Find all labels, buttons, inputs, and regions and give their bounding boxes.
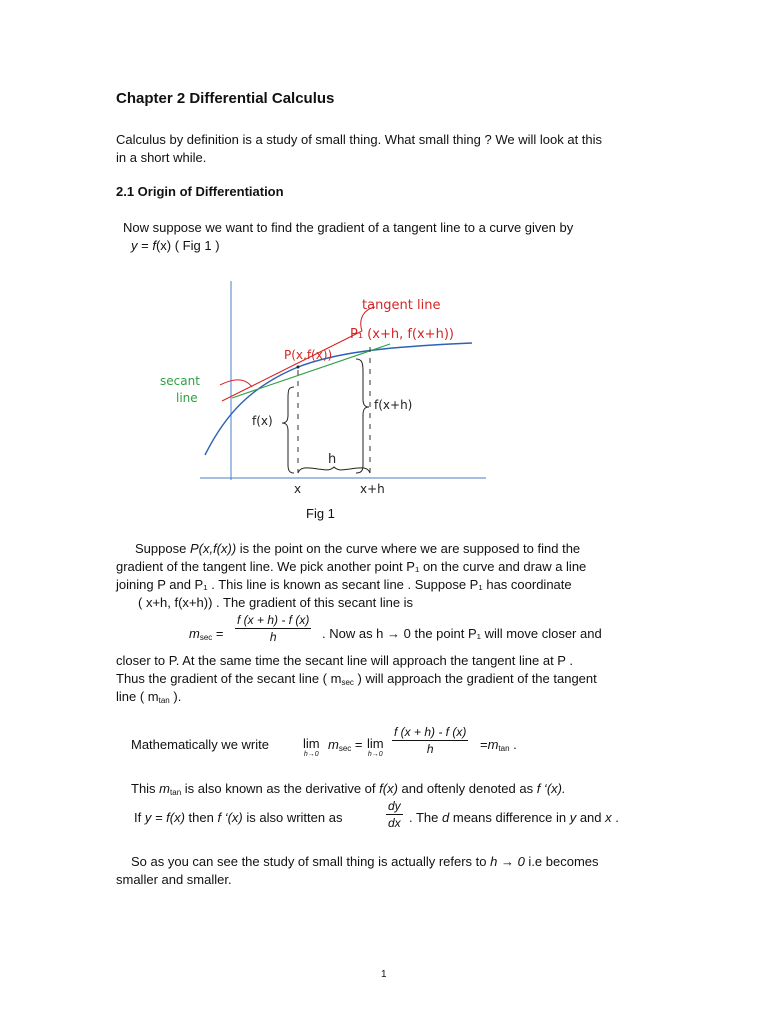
f-prime: f ‘(x) — [217, 810, 243, 825]
figure-1 — [150, 275, 495, 497]
point-p — [297, 366, 300, 369]
h-to-zero: h → 0 — [490, 854, 525, 869]
m-var: m — [189, 626, 200, 641]
para2-line-1 — [135, 540, 580, 558]
text-run: Thus the gradient of the secant line ( m — [116, 671, 342, 686]
arg-x: (x) — [155, 238, 172, 253]
lim-2 — [367, 737, 384, 759]
text-run: Suppose — [135, 541, 190, 556]
lim-sub: h→0 — [303, 751, 319, 758]
text-run: is also written as — [242, 810, 343, 825]
y-equals-fx: y = f(x) — [144, 810, 185, 825]
equals: = — [480, 737, 488, 752]
sec-sub: sec — [341, 678, 354, 687]
label-secant: secant — [160, 374, 200, 388]
fraction-numerator: f (x + h) - f (x) — [237, 613, 310, 627]
para1-line-1: Now suppose we want to find the gradient of a tangent line to a curve given by — [123, 220, 574, 235]
text-run: i.e becomes — [524, 854, 599, 869]
equals: = — [354, 737, 363, 752]
text-run: line ( m — [116, 689, 159, 704]
tan-sub: tan — [170, 788, 182, 797]
f-of-x: f(x) — [379, 781, 398, 796]
tan-sub: tan — [158, 696, 170, 705]
brace-fx — [282, 387, 294, 473]
derivative-line-2b — [409, 809, 619, 827]
y-var: y — [569, 810, 577, 825]
conclusion-line-2: smaller and smaller. — [116, 872, 232, 887]
label-line: line — [176, 391, 198, 405]
var-y: y — [131, 238, 138, 253]
label-tangent: tangent line — [362, 298, 441, 313]
x-var: x — [605, 810, 612, 825]
equals-text: = — [137, 238, 153, 253]
intro-line-1: Calculus by definition is a study of small thing. What small thing ? We will look at this — [116, 132, 603, 147]
text-run: means difference in — [449, 810, 570, 825]
text-run: is the point on the curve where we are supposed to find the — [236, 541, 581, 556]
sec-sub: sec — [199, 633, 213, 642]
brace-fxh — [356, 359, 369, 473]
para2-line-3: joining P and P₁ . This line is known as secant line . Suppose P₁ has coordinate — [116, 577, 572, 592]
para2-line-6: closer to P. At the same time the secant line will approach the tangent line at P . — [116, 653, 573, 668]
page-number: 1 — [381, 969, 387, 980]
label-p: P(x,f(x)) — [284, 348, 333, 362]
para2-after-frac: . Now as h → 0 the point P₁ will move closer and — [322, 626, 602, 641]
fraction-numerator: f (x + h) - f (x) — [394, 725, 467, 739]
d-var: d — [442, 810, 450, 825]
label-p1: P₁ (x+h, f(x+h)) — [350, 327, 454, 342]
dy-dx-fraction — [386, 798, 403, 831]
derivative-line-2a — [134, 809, 342, 827]
para2-line-4: ( x+h, f(x+h)) . The gradient of this secant line is — [138, 595, 414, 610]
text-run: This — [131, 781, 160, 796]
lim-text: lim — [303, 736, 320, 751]
var-f: f — [152, 238, 156, 253]
para1-line-2 — [131, 237, 220, 255]
label-fx: f(x) — [252, 414, 273, 428]
text-run: ). — [169, 689, 182, 704]
tick-xh: x+h — [360, 482, 385, 496]
conclusion-line-1 — [131, 853, 599, 871]
equals: = — [212, 626, 224, 641]
para2-line-7 — [116, 670, 597, 692]
fraction-denominator: h — [269, 630, 277, 644]
m-var: m — [328, 737, 339, 752]
period: . — [509, 737, 517, 752]
f-prime: f ‘(x). — [536, 781, 566, 796]
lim-sub: h→0 — [367, 751, 383, 758]
secant-arrow — [220, 380, 252, 387]
secant-fraction — [235, 612, 311, 645]
sec-sub: sec — [338, 744, 352, 753]
m-sec-limit — [328, 736, 363, 758]
text-run: . — [611, 810, 619, 825]
para2-line-8 — [116, 688, 181, 710]
point-p-text: P(x,f(x)) — [189, 541, 237, 556]
lim-1 — [303, 737, 320, 759]
text-run: So as you can see the study of small thing is actually refers to — [131, 854, 491, 869]
label-fxh: f(x+h) — [374, 398, 413, 412]
msec-eq — [189, 625, 224, 647]
dy: dy — [388, 799, 401, 813]
text-run: . The — [409, 810, 443, 825]
derivative-line-1 — [131, 780, 566, 802]
fig-ref: ( Fig 1 ) — [171, 238, 220, 253]
dx: dx — [388, 816, 401, 830]
fraction-denominator: h — [426, 742, 434, 756]
label-h: h — [328, 452, 337, 467]
limit-lead: Mathematically we write — [131, 737, 269, 752]
tan-sub: tan — [498, 744, 510, 753]
section-heading: 2.1 Origin of Differentiation — [116, 184, 284, 199]
figure-caption: Fig 1 — [306, 506, 335, 521]
text-run: and oftenly denoted as — [397, 781, 537, 796]
m-var: m — [487, 737, 499, 752]
limit-fraction — [392, 724, 468, 757]
text-run: is also known as the derivative of — [181, 781, 380, 796]
curve — [205, 343, 472, 455]
m-tan-limit — [480, 736, 517, 758]
chapter-title: Chapter 2 Differential Calculus — [116, 90, 335, 107]
lim-text: lim — [367, 736, 384, 751]
para2-line-2: gradient of the tangent line. We pick another point P₁ on the curve and draw a line — [116, 559, 587, 574]
m-var: m — [159, 781, 171, 796]
tangent-line — [222, 331, 362, 401]
tick-x: x — [294, 482, 302, 496]
text-run: and — [576, 810, 606, 825]
text-run: If — [134, 810, 145, 825]
text-run: then — [184, 810, 218, 825]
text-run: ) will approach the gradient of the tangent — [353, 671, 597, 686]
intro-line-2: in a short while. — [116, 150, 207, 165]
